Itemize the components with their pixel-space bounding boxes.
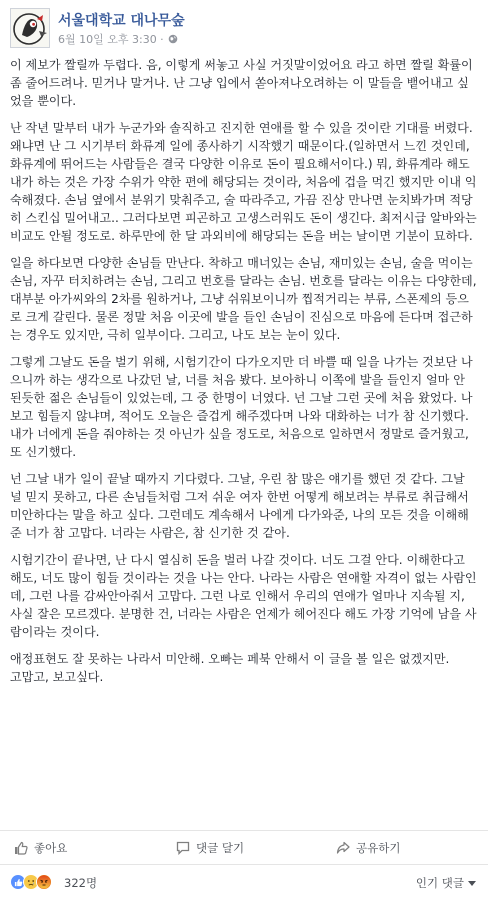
post-actions-bar bbox=[0, 830, 488, 864]
post-paragraph: 애정표현도 잘 못하는 나라서 미안해. 오빠는 페북 안해서 이 글을 볼 일은 없겠지만. 고맙고, 보고싶다. bbox=[10, 652, 450, 684]
post-paragraph: 난 작년 말부터 내가 누군가와 솔직하고 진지한 연애를 할 수 있을 것이란 기대를 버렸다. 왜냐면 난 그 시기부터 화류계 일에 종사하기 시작했기 때문이다.(일하면서 느낀 것인데, 화류계에 뛰어드는 사람들은 결국 다양한 이유로 돈이 필요해서이다.) 뭐, 화류계라 해도 내가 하는 것은 가장 수위가 약한 편에 해당되는 것이라, 처음에 겁을 먹긴 했지만 이내 익숙해졌다. 손님 옆에서 분위기 맞춰주고, 술 따라주고, 가끔 진상 만나면 눈치봐가며 적당히 스킨십 밀어내고.. 그러다보면 피곤하고 고생스러워도 돈이 생긴다. 최저시급 알바와는 비교도 안될 정도로. 하루만에 한 달 과외비에 해당되는 돈을 버는 날이면 기분이 묘하다. bbox=[10, 121, 477, 243]
thumbs-up-icon bbox=[14, 841, 28, 855]
share-button-label: 공유하기 bbox=[356, 841, 401, 855]
like-button[interactable] bbox=[14, 840, 67, 856]
chevron-down-icon bbox=[468, 881, 476, 886]
page-avatar[interactable] bbox=[10, 8, 50, 48]
post-timestamp[interactable]: 6월 10일 오후 3:30 · bbox=[58, 33, 164, 46]
like-button-label: 좋아요 bbox=[34, 841, 68, 855]
post-meta bbox=[58, 31, 178, 47]
reaction-icons[interactable] bbox=[10, 874, 49, 890]
reactions-bar bbox=[0, 864, 488, 898]
comment-sort-label: 인기 댓글 bbox=[415, 876, 464, 890]
page-name[interactable]: 서울대학교 대나무숲 bbox=[58, 13, 185, 29]
comment-icon bbox=[176, 841, 190, 855]
post-paragraph: 넌 그날 내가 일이 끝날 때까지 기다렸다. 그날, 우린 참 많은 얘기를 했던 것 같다. 그날 널 믿지 못하고, 다른 손님들처럼 그저 쉬운 여자 한번 어떻게 해보려는 부류로 취급해서 미안하다는 말을 하고 싶다. 그런데도 계속해서 나에게 다가와준, 나의 모든 것을 이해해준 너가 참 고맙다. 너라는 사람은, 참 신기한 것 같아. bbox=[10, 472, 469, 540]
post-body bbox=[10, 56, 480, 695]
angry-icon bbox=[36, 874, 52, 890]
post-paragraph: 그렇게 그날도 돈을 벌기 위해, 시험기간이 다가오지만 더 바쁠 때 일을 나가는 것보단 나으니까 하는 생각으로 나갔던 날, 너를 처음 봤다. 보아하니 이쪽에 발을 들인지 얼마 안 된듯한 젊은 손님들이 있었는데, 그 중 한명이 너였다. 넌 그날 그런 곳에 처음 왔었다. 나보고 힘들지 않냐며, 적어도 오늘은 즐겁게 해주겠다며 나와 대화하는 너가 참 신기했다. 내가 너에게 돈을 줘야하는 것 아닌가 싶을 정도로, 처음으로 일하면서 정말로 즐거웠고, 또 신기했다. bbox=[10, 355, 473, 459]
reaction-count[interactable]: 322명 bbox=[64, 876, 98, 890]
globe-icon bbox=[168, 34, 178, 44]
post-paragraph: 시험기간이 끝나면, 난 다시 열심히 돈을 벌러 나갈 것이다. 너도 그걸 안다. 이해한다고 해도, 너도 많이 힘들 것이라는 것을 나는 안다. 나라는 사람은 연애할 자격이 없는 사람인데, 그런 나를 감싸안아줘서 고맙다. 그런 나로 인해서 우리의 연애가 얼마나 지속될 지, 사실 잘은 모르겠다. 분명한 건, 너라는 사람은 언제가 헤어진다 해도 가장 기억에 남을 사람이라는 것이다. bbox=[10, 553, 477, 639]
share-icon bbox=[336, 841, 350, 855]
post-paragraph: 일을 하다보면 다양한 손님들 만난다. 착하고 매너있는 손님, 재미있는 손님, 술을 먹이는 손님, 자꾸 터치하려는 손님, 그리고 번호를 달라는 손님. 번호를 달라는 이유는 다양한데, 대부분 아가씨와의 2차를 원하거나, 그냥 쉬워보이니까 찝적거리는 부류, 스폰제의 등으로 크게 갈린다. 물론 정말 처음 이곳에 발을 들인 손님이 진심으로 마음에 든다며 접근하는 경우도 있지만, 극히 일부이다. 그리고, 나도 보는 눈이 있다. bbox=[10, 256, 477, 342]
comment-sort-dropdown[interactable] bbox=[416, 875, 476, 891]
post-header bbox=[0, 0, 488, 54]
post-paragraph: 이 제보가 짤릴까 두렵다. 음, 이렇게 써놓고 사실 거짓말이었어요 라고 하면 짤릴 확률이 좀 줄어드려나. 믿거나 말거나. 난 그냥 입에서 쏟아져나오려하는 이 말들을 뱉어내고 싶었을 뿐이다. bbox=[10, 58, 473, 108]
comment-button[interactable] bbox=[176, 840, 244, 856]
comment-button-label: 댓글 달기 bbox=[196, 841, 245, 855]
share-button[interactable] bbox=[336, 840, 400, 856]
